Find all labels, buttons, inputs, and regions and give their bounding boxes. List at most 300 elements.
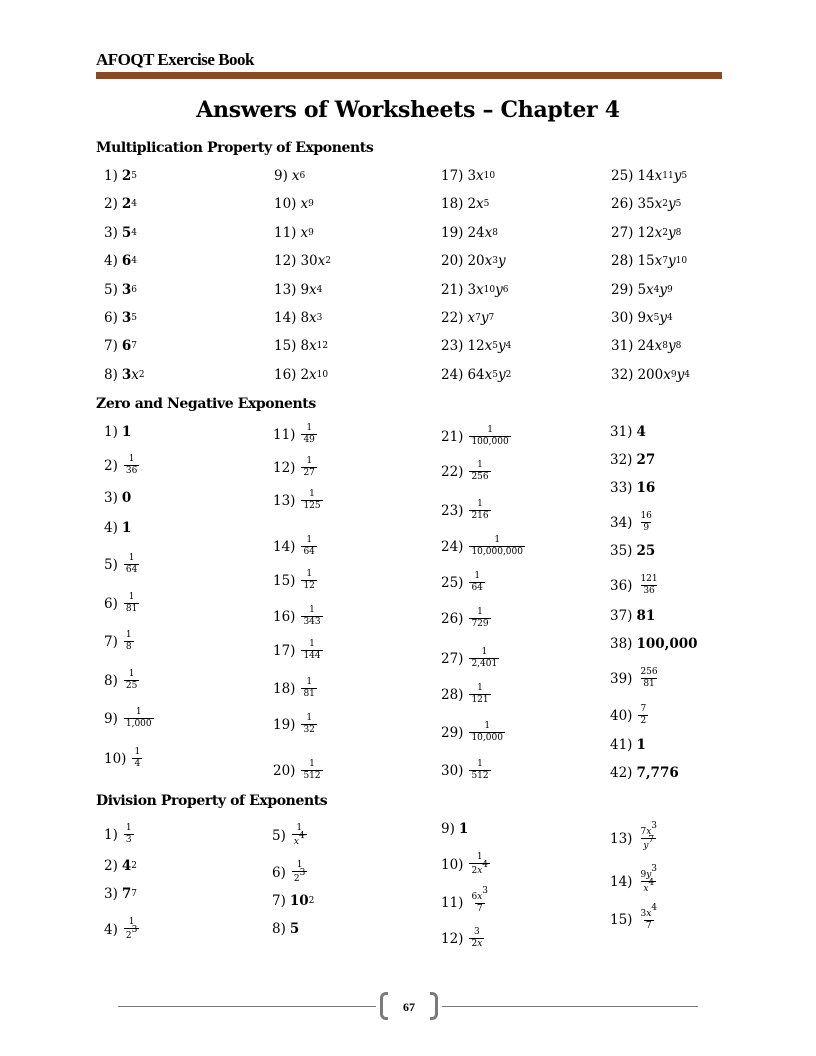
fraction [469, 928, 484, 950]
answer-value [467, 461, 490, 483]
answer-number: 13) [610, 830, 633, 847]
base: 1 [128, 592, 135, 602]
denominator [475, 903, 485, 915]
answer-value: 2 x 10 [300, 366, 329, 383]
answer-value [122, 824, 134, 846]
answer-number: 30) [441, 762, 464, 779]
coefficient: 64 [467, 366, 485, 383]
answer-number: 27) [441, 650, 464, 667]
base: 216 [471, 510, 489, 521]
fraction [469, 886, 490, 915]
denominator [124, 641, 134, 653]
zero-answer-item [441, 500, 491, 522]
answer-number: 37) [610, 608, 633, 624]
numerator [307, 760, 317, 770]
exponent: 4 [651, 903, 657, 913]
numerator [127, 670, 137, 680]
answer-number: 32) [611, 366, 634, 383]
variable: x [467, 310, 476, 326]
variable: x [484, 338, 493, 355]
answer-value [636, 636, 697, 652]
base: 2 [121, 196, 132, 213]
base: 1 [477, 607, 483, 617]
zero-answer-item [610, 480, 655, 496]
mult-answer-item [274, 338, 328, 354]
zero-answer-item [104, 455, 139, 477]
numerator [124, 631, 134, 641]
answer-number: 40) [610, 707, 633, 724]
base: 1 [477, 683, 483, 693]
variable: x [654, 338, 663, 355]
answer-number: 17) [273, 642, 296, 659]
answer-number: 6) [104, 310, 118, 326]
answer-value [290, 921, 299, 937]
answer-number: 4) [104, 921, 118, 938]
base: 6 [121, 253, 132, 270]
value: 27 [636, 452, 656, 468]
answer-value [636, 452, 655, 468]
base: 1 [481, 647, 488, 657]
zero-answer-item [273, 678, 317, 700]
base: 2 [293, 873, 300, 884]
coefficient: 30 [300, 253, 318, 270]
answer-value [467, 572, 484, 594]
coefficient: 12 [467, 338, 485, 355]
value: 0 [121, 490, 132, 506]
answer-number: 14) [610, 873, 633, 890]
base: 9 [643, 522, 650, 533]
answer-value: 7 7 [121, 886, 137, 902]
base: 64 [125, 564, 138, 575]
answer-value [290, 824, 307, 848]
answer-number: 5) [104, 556, 118, 573]
fraction [638, 821, 659, 852]
fraction [638, 705, 648, 727]
answer-value [299, 678, 316, 700]
mult-answer-item [611, 253, 687, 269]
exponent: 3 [651, 864, 658, 874]
book-header: AFOQT Exercise Book [96, 50, 254, 69]
fraction [124, 554, 139, 576]
answer-number: 6) [272, 864, 286, 881]
base: 1 [474, 571, 481, 581]
variable: x [309, 366, 317, 383]
denominator [301, 500, 322, 512]
fraction [638, 668, 659, 690]
answer-value [636, 668, 659, 690]
fraction [301, 424, 316, 446]
zero-answer-item [273, 714, 317, 736]
answer-number: 7) [272, 893, 286, 909]
mult-answer-item [274, 196, 314, 212]
base: 10,000 [471, 732, 503, 743]
coefficient: 35 [637, 196, 655, 213]
base: 1 [128, 669, 135, 679]
base: 7 [645, 920, 652, 931]
base: 1 [306, 423, 313, 433]
base: 12 [303, 580, 315, 591]
mult-answer-item [104, 253, 137, 269]
answer-value [122, 424, 131, 440]
numerator [472, 572, 482, 582]
coefficient: 2 [471, 938, 478, 949]
coefficient: 14 [637, 168, 655, 184]
fraction [638, 864, 659, 895]
denominator [301, 434, 316, 446]
answer-value [636, 608, 655, 624]
denominator [469, 938, 484, 950]
answer-value: 9 x 4 [300, 281, 323, 298]
denominator [292, 867, 307, 885]
coefficient: 9 [300, 281, 310, 298]
base: 81 [303, 688, 315, 699]
mult-answer-item [611, 282, 673, 298]
zero-answer-item [610, 512, 654, 534]
base: 32 [303, 724, 315, 735]
base: 1 [477, 499, 483, 509]
answer-number: 14) [274, 310, 297, 326]
answer-value [299, 640, 322, 662]
coefficient: 15 [637, 253, 655, 270]
answer-number: 27) [611, 224, 634, 241]
numerator [475, 760, 485, 770]
numerator [304, 536, 314, 546]
coefficient: 7 [640, 827, 647, 837]
fraction [469, 426, 510, 448]
variable: y [643, 840, 649, 851]
div-answer-item [104, 824, 134, 846]
answer-value [130, 748, 142, 770]
mult-answer-item [441, 196, 489, 212]
base: 7 [640, 704, 647, 714]
answer-number: 1) [104, 826, 118, 843]
base: 1 [128, 553, 135, 563]
exponent: 3 [131, 924, 138, 935]
numerator [638, 575, 659, 585]
base: 2 [640, 715, 647, 726]
denominator [292, 830, 307, 848]
mult-answer-item [104, 282, 137, 298]
answer-number: 10) [104, 750, 127, 767]
answer-value: 3 6 [121, 281, 137, 298]
base: 3 [473, 927, 480, 937]
denominator [301, 688, 316, 700]
fraction [124, 918, 139, 942]
variable: y [480, 310, 489, 326]
answer-value: 200 x 9 y 4 [637, 366, 690, 383]
denominator [124, 834, 134, 846]
answer-number: 9) [104, 710, 118, 727]
div-answer-item [610, 864, 659, 895]
zero-answer-item [104, 490, 131, 506]
fraction [301, 640, 322, 662]
coefficient: 8 [300, 338, 310, 355]
denominator [469, 546, 525, 558]
fraction [124, 708, 154, 730]
answer-value [636, 575, 659, 597]
answer-number: 17) [441, 168, 464, 184]
answer-value [299, 424, 316, 446]
answer-value: 5 4 [121, 224, 137, 241]
base: 8 [125, 641, 132, 652]
numerator [475, 684, 485, 694]
variable: x [291, 168, 300, 184]
fraction [469, 684, 490, 706]
numerator [485, 426, 495, 436]
answer-value: 8 x 12 [300, 338, 329, 355]
answer-value: 2 4 [121, 196, 137, 213]
coefficient: 8 [300, 310, 310, 326]
zero-answer-item [610, 575, 660, 597]
answer-value [299, 714, 316, 736]
variable: x [646, 281, 654, 298]
variable: x [476, 168, 484, 184]
answer-number: 20) [441, 253, 464, 270]
variable: x [476, 196, 484, 213]
answer-number: 13) [274, 281, 297, 298]
numerator [475, 461, 485, 471]
answer-value: 64 x 5 y 2 [467, 366, 512, 383]
fraction [469, 461, 490, 483]
numerator [638, 668, 659, 678]
base: 1 [309, 639, 315, 649]
answer-value: 6 7 [121, 338, 137, 355]
zero-answer-item [610, 737, 646, 753]
variable: x [654, 168, 663, 184]
value: 1 [121, 520, 132, 536]
answer-value [636, 903, 659, 932]
value: 1 [121, 424, 132, 440]
base: 256 [471, 471, 489, 482]
variable: x [646, 827, 652, 837]
coefficient: 3 [640, 909, 647, 919]
numerator [472, 928, 482, 938]
answer-number: 14) [273, 538, 296, 555]
fraction [469, 572, 484, 594]
variable: x [654, 224, 663, 241]
answer-value: 14 x 11 y 5 [637, 168, 688, 184]
mult-answer-item [104, 338, 137, 354]
mult-answer-item [611, 196, 681, 212]
variable: x [300, 196, 309, 213]
answer-value: 4 2 [121, 858, 137, 874]
zero-answer-item [441, 760, 491, 782]
coefficient: 12 [637, 224, 655, 241]
answer-number: 3) [104, 224, 118, 241]
base: 1 [125, 823, 132, 833]
variable: x [654, 253, 663, 270]
variable: y [668, 196, 676, 213]
header-rule [96, 72, 722, 79]
answer-value [299, 570, 316, 592]
div-answer-item [104, 858, 137, 874]
answer-number: 2) [104, 858, 118, 874]
coefficient: 2 [471, 865, 478, 876]
exponent: 3 [482, 886, 488, 896]
answer-number: 20) [273, 762, 296, 779]
answer-number: 8) [104, 366, 118, 383]
answer-number: 25) [611, 168, 634, 184]
variable: x [643, 883, 649, 894]
zero-answer-item [441, 536, 525, 558]
fraction [469, 608, 490, 630]
answer-number: 42) [610, 765, 633, 781]
coefficient: 3 [467, 168, 477, 184]
answer-value [299, 457, 316, 479]
value: 5 [289, 921, 300, 937]
coefficient: 200 [637, 366, 664, 383]
answer-value [122, 554, 139, 576]
zero-answer-item [273, 606, 323, 628]
section-multiplication: Multiplication Property of Exponents [96, 140, 374, 156]
base: 10 [289, 893, 309, 909]
answer-number: 26) [611, 196, 634, 213]
answer-value [467, 853, 490, 877]
mult-answer-item [441, 168, 495, 184]
fraction [301, 678, 316, 700]
answer-number: 36) [610, 577, 633, 594]
div-answer-item [104, 886, 137, 902]
div-answer-item [272, 861, 307, 885]
base: 64 [471, 582, 483, 593]
div-answer-item [610, 903, 659, 932]
div-answer-item [441, 886, 490, 915]
base: 512 [303, 770, 321, 781]
mult-answer-item [611, 225, 681, 241]
exponent: 3 [299, 867, 306, 878]
answer-value [636, 424, 645, 440]
fraction [124, 824, 134, 846]
footer-line-right [442, 1006, 698, 1007]
denominator [301, 724, 316, 736]
base: 1 [484, 721, 491, 731]
value: 25 [636, 543, 656, 559]
base: 6 [121, 338, 132, 355]
exponent: 4 [298, 830, 305, 841]
numerator [304, 424, 314, 434]
base: 2,401 [471, 658, 498, 669]
numerator [127, 455, 137, 465]
denominator [469, 694, 490, 706]
answer-value: 2 5 [121, 168, 137, 184]
variable: x [293, 836, 299, 847]
answer-value [467, 608, 490, 630]
answer-number: 22) [441, 310, 464, 326]
numerator [307, 490, 317, 500]
answer-value [467, 500, 490, 522]
denominator [469, 471, 490, 483]
denominator [124, 924, 139, 942]
answer-value [636, 480, 655, 496]
base: 4 [134, 758, 141, 769]
zero-answer-item [273, 570, 317, 592]
base: 1 [309, 489, 315, 499]
mult-answer-item [611, 367, 690, 383]
zero-answer-item [441, 722, 505, 744]
variable: y [668, 338, 676, 355]
variable: y [659, 281, 668, 298]
coefficient: 2 [467, 196, 477, 213]
answer-number: 5) [104, 281, 118, 298]
exponent: 3 [651, 821, 657, 831]
base: 1 [296, 860, 303, 870]
base: 1 [296, 823, 303, 833]
base: 64 [303, 546, 315, 557]
mult-answer-item [274, 282, 322, 298]
numerator [479, 648, 489, 658]
variable: y [498, 253, 506, 270]
zero-answer-item [273, 457, 317, 479]
answer-number: 7) [104, 633, 118, 650]
denominator [301, 650, 322, 662]
answer-number: 15) [610, 911, 633, 928]
variable: x [484, 253, 493, 270]
answer-number: 10) [441, 856, 464, 873]
base: 121 [471, 694, 489, 705]
zero-answer-item [104, 748, 142, 770]
base: 10,000,000 [471, 546, 523, 557]
numerator [304, 570, 314, 580]
div-answer-item [104, 918, 139, 942]
denominator [301, 546, 316, 558]
answer-value: x 6 [291, 168, 306, 184]
base: 49 [303, 434, 315, 445]
base: 3 [121, 281, 132, 298]
answer-value: 5 x 4 y 9 [637, 281, 673, 298]
coefficient: 5 [637, 281, 647, 298]
numerator [638, 705, 648, 715]
base: 343 [303, 616, 321, 627]
zero-answer-item [104, 554, 139, 576]
variable: x [654, 196, 663, 213]
mult-answer-item [274, 253, 331, 269]
fraction [301, 606, 322, 628]
base: 2 [125, 930, 132, 941]
fraction [292, 861, 307, 885]
coefficient: 9 [637, 310, 647, 326]
variable: y [676, 366, 685, 383]
fraction [124, 455, 139, 477]
fraction [638, 903, 659, 932]
base: 729 [471, 618, 489, 629]
numerator [124, 824, 134, 834]
variable: y [498, 338, 506, 355]
answer-value: 3 x 10 y 6 [467, 281, 509, 298]
answer-number: 16) [274, 366, 297, 383]
answer-number: 35) [610, 543, 633, 559]
mult-answer-item [274, 367, 328, 383]
fraction [301, 490, 322, 512]
zero-answer-item [273, 490, 323, 512]
answer-value: 9 x 5 y 4 [637, 310, 673, 326]
answer-value [122, 631, 134, 653]
zero-answer-item [273, 536, 317, 558]
denominator [301, 770, 322, 782]
denominator [124, 718, 154, 730]
answer-number: 31) [610, 424, 633, 440]
base: 36 [643, 585, 655, 596]
fraction [124, 631, 134, 653]
numerator [469, 886, 490, 903]
base: 256 [640, 667, 658, 677]
variable: y [646, 870, 652, 880]
base: 1 [306, 713, 313, 723]
fraction [124, 670, 139, 692]
answer-number: 23) [441, 502, 464, 519]
answer-value [636, 543, 655, 559]
answer-number: 32) [610, 452, 633, 468]
fraction [469, 853, 490, 877]
